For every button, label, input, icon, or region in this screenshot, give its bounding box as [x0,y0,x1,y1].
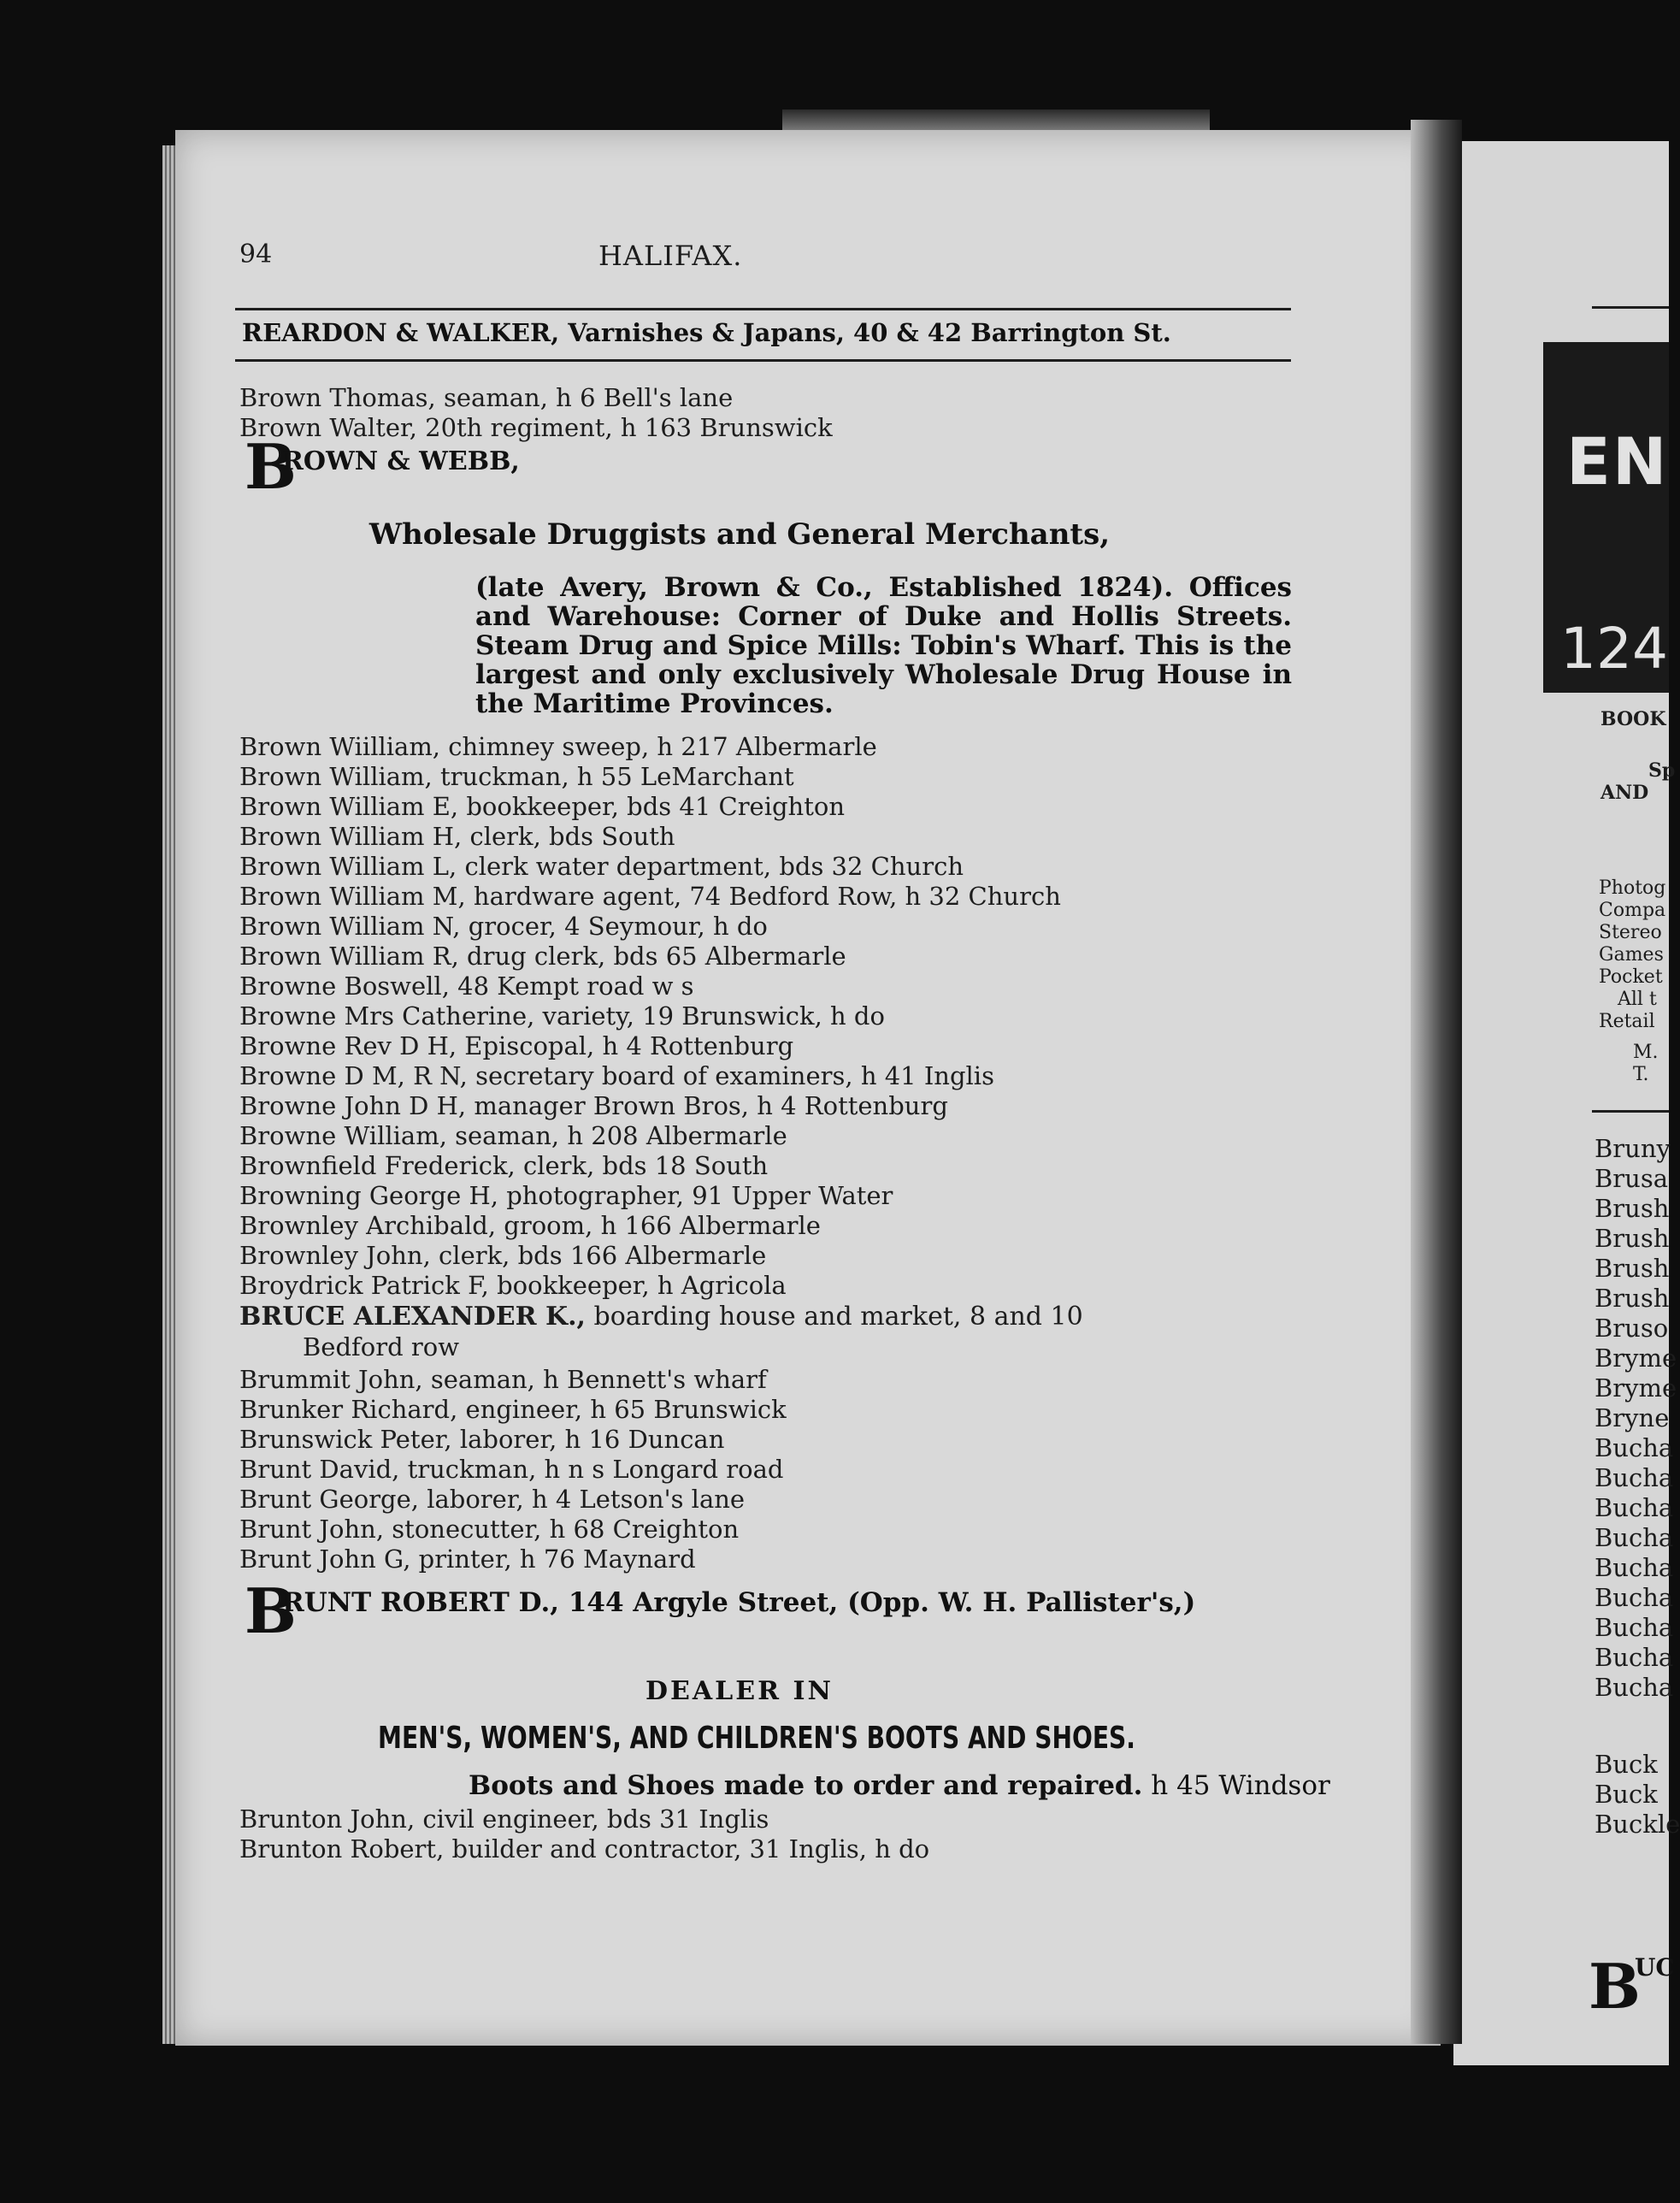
entry: Browne Rev D H, Episcopal, h 4 Rottenburg [239,1031,794,1060]
reardon-walker-ad: REARDON & WALKER, Varnishes & Japans, 40 & 42 Barrington St. [242,318,1171,347]
boots-bold: Boots and Shoes made to order and repaired. [469,1770,1143,1801]
right-name: Bucha [1595,1613,1674,1642]
entry: Browne Boswell, 48 Kempt road w s [239,972,694,1001]
entry: Brownley Archibald, groom, h 166 Albermarle [239,1211,821,1240]
right-list-item: Photog [1599,877,1666,899]
right-rule-top [1592,306,1669,309]
entry: Brown William E, bookkeeper, bds 41 Creighton [239,792,846,821]
entry: Brunt George, laborer, h 4 Letson's lane [239,1485,746,1514]
right-ad-heading: EN [1566,423,1669,499]
entry: Brunt John, stonecutter, h 68 Creighton [239,1515,740,1544]
entry: Browne D M, R N, secretary board of examiners, h 41 Inglis [239,1061,994,1090]
right-list-item: Compa [1599,900,1666,921]
right-name: Bryme [1595,1344,1677,1373]
bruce-continuation: Bedford row [303,1332,460,1361]
entry: Brown William L, clerk water department, bds 32 Church [239,852,964,881]
running-head [0,239,1669,274]
entry: Brunswick Peter, laborer, h 16 Duncan [239,1425,725,1454]
right-name: Bucha [1595,1553,1674,1582]
boots-rest: h 45 Windsor [1142,1770,1330,1801]
right-list-item: Games [1599,944,1664,966]
right-name: Buckle [1595,1810,1680,1839]
entry: Brown William N, grocer, 4 Seymour, h do [239,912,768,941]
drop-cap-b: B [245,1574,297,1647]
page-number: 94 [239,239,273,269]
rule-top [235,308,1291,310]
right-name: Bryme [1595,1373,1677,1403]
entry: Browne Mrs Catherine, variety, 19 Brunswick, h do [239,1001,885,1031]
entry: Brown William R, drug clerk, bds 65 Albermarle [239,942,846,971]
bruce-rest: boarding house and market, 8 and 10 [586,1302,1083,1332]
entry: Brunt John G, printer, h 76 Maynard [239,1544,696,1574]
brown-webb-body: (late Avery, Brown & Co., Established 1824). Offices and Warehouse: Corner of Duke and Hollis Streets. Steam Drug and Spice Mills: Tobin's Wharf. This is the largest and only exclusively Wholesale Drug House in the Maritime Provinces. [475,572,1292,719]
right-name: Brusa [1595,1164,1669,1193]
right-name: Bucha [1595,1493,1674,1522]
right-name: Brush [1595,1194,1670,1223]
right-list-item: All t [1618,989,1657,1010]
right-sp: Sp [1648,759,1676,782]
entry: Browne John D H, manager Brown Bros, h 4 Rottenburg [239,1091,948,1120]
entry: Brownfield Frederick, clerk, bds 18 South [239,1151,769,1180]
right-name: Bucha [1595,1463,1674,1492]
entry: Brown Wiilliam, chimney sweep, h 217 Albermarle [239,732,877,761]
brunt-robert-name: RUNT ROBERT D., 144 Argyle Street, (Opp. W. H. Pallister's,) [282,1587,1196,1618]
entry: Browning George H, photographer, 91 Upper Water [239,1181,893,1210]
entry: Brown William M, hardware agent, 74 Bedford Row, h 32 Church [239,882,1061,911]
book-gutter [1411,120,1462,2044]
right-ad-number: 124 [1560,616,1668,682]
right-uc: UC [1635,1953,1675,1982]
boots-line [469,1770,1330,1801]
entry: Broydrick Patrick F, bookkeeper, h Agricola [239,1271,787,1300]
right-name: Bucha [1595,1433,1674,1462]
right-drop-cap: B [1589,1950,1641,2023]
entry: Brunton John, civil engineer, bds 31 Inglis [239,1804,769,1834]
rule-bottom [235,359,1291,362]
right-name: Bucha [1595,1523,1674,1552]
right-name: Brush [1595,1224,1670,1253]
entry: Brummit John, seaman, h Bennett's wharf [239,1365,767,1394]
right-list-item: Stereo [1599,922,1662,943]
goods-line: MEN'S, WOMEN'S, AND CHILDREN'S BOOTS AND SHOES. [378,1721,1135,1756]
right-list-item: Pocket [1599,966,1663,988]
right-name: Bruny [1595,1134,1671,1163]
entry: Brown Thomas, seaman, h 6 Bell's lane [239,383,734,412]
entry: Brown Walter, 20th regiment, h 163 Brunswick [239,413,833,442]
right-name: Bucha [1595,1643,1674,1672]
entry: Brunker Richard, engineer, h 65 Brunswick [239,1395,787,1424]
right-rule-mid [1592,1110,1669,1113]
right-name: Buck [1595,1750,1658,1779]
right-initial: T. [1633,1064,1649,1085]
entry: Brunt David, truckman, h n s Longard road [239,1455,784,1484]
drop-cap-b: B [245,430,297,503]
right-initial: M. [1633,1042,1659,1063]
page-title: HALIFAX. [598,239,743,272]
entry: Brunton Robert, builder and contractor, 31 Inglis, h do [239,1834,930,1863]
right-name: Bryne [1595,1403,1670,1432]
entry: Browne William, seaman, h 208 Albermarle [239,1121,787,1150]
right-and: AND [1600,782,1649,804]
right-list-item: Retail [1599,1011,1655,1032]
right-name: Brush [1595,1254,1670,1283]
entry: Brownley John, clerk, bds 166 Albermarle [239,1241,767,1270]
right-name: Bucha [1595,1583,1674,1612]
brown-webb-subtitle: Wholesale Druggists and General Merchants, [368,517,1111,552]
right-name: Bruso [1595,1314,1669,1343]
brown-webb-name: ROWN & WEBB, [282,446,520,476]
right-name: Bucha [1595,1673,1674,1702]
right-name: Brush [1595,1284,1670,1313]
entry: Brown William H, clerk, bds South [239,822,675,851]
right-name: Buck [1595,1780,1658,1809]
dealer-in: DEALER IN [645,1676,834,1706]
right-book: BOOK [1600,708,1666,730]
entry: Brown William, truckman, h 55 LeMarchant [239,762,794,791]
bruce-name: BRUCE ALEXANDER K., [239,1302,586,1332]
bruce-entry [239,1302,1083,1332]
